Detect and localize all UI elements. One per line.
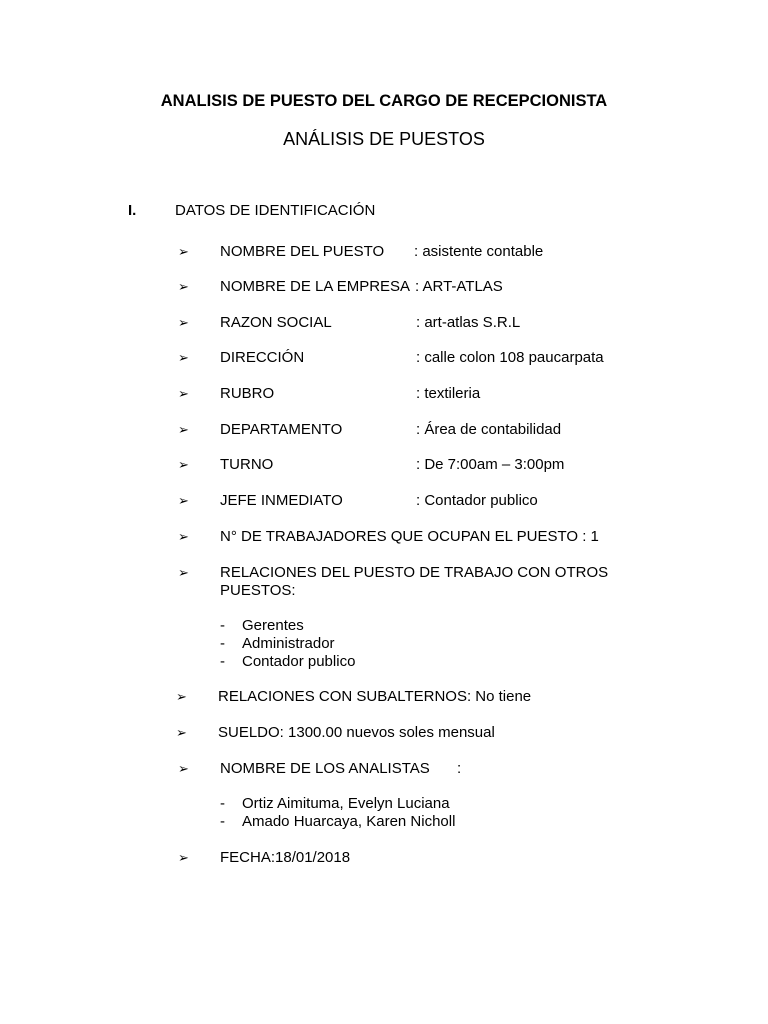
analysts-label: NOMBRE DE LOS ANALISTAS <box>220 760 430 777</box>
date-line: FECHA:18/01/2018 <box>220 849 351 866</box>
arrow-bullet-icon: ➢ <box>178 529 189 544</box>
list-item: Gerentes <box>242 617 304 634</box>
list-item: Amado Huarcaya, Karen Nicholl <box>242 813 456 830</box>
section-title: DATOS DE IDENTIFICACIÓN <box>175 202 376 219</box>
arrow-bullet-icon: ➢ <box>178 279 189 294</box>
arrow-bullet-icon: ➢ <box>178 244 189 259</box>
arrow-bullet-icon: ➢ <box>178 457 189 472</box>
section-number: I. <box>128 202 137 219</box>
page-title: ANALISIS DE PUESTO DEL CARGO DE RECEPCIONISTA <box>160 92 608 110</box>
arrow-bullet-icon: ➢ <box>178 493 189 508</box>
field-value: : ART-ATLAS <box>415 278 503 295</box>
arrow-bullet-icon: ➢ <box>178 761 189 776</box>
field-label: DEPARTAMENTO <box>220 421 343 438</box>
field-label: NOMBRE DEL PUESTO <box>220 243 385 260</box>
arrow-bullet-icon: ➢ <box>176 725 187 740</box>
field-value: : Área de contabilidad <box>416 421 562 438</box>
field-value: : calle colon 108 paucarpata <box>416 349 604 366</box>
dash-bullet: - <box>220 617 225 634</box>
field-value: : art-atlas S.R.L <box>416 314 521 331</box>
field-value: : asistente contable <box>414 243 544 260</box>
dash-bullet: - <box>220 795 225 812</box>
field-label: NOMBRE DE LA EMPRESA <box>220 278 411 295</box>
field-label: DIRECCIÓN <box>220 349 305 366</box>
field-label: RUBRO <box>220 385 275 402</box>
field-label: TURNO <box>220 456 274 473</box>
arrow-bullet-icon: ➢ <box>178 850 189 865</box>
subordinates-line: RELACIONES CON SUBALTERNOS: No tiene <box>218 688 532 705</box>
arrow-bullet-icon: ➢ <box>178 315 189 330</box>
page-subtitle: ANÁLISIS DE PUESTOS <box>283 129 485 149</box>
analysts-colon: : <box>457 760 462 777</box>
field-value: : textileria <box>416 385 481 402</box>
field-value: : De 7:00am – 3:00pm <box>416 456 565 473</box>
relations-heading-line1: RELACIONES DEL PUESTO DE TRABAJO CON OTROS <box>220 564 609 581</box>
arrow-bullet-icon: ➢ <box>178 565 189 580</box>
list-item: Ortiz Aimituma, Evelyn Luciana <box>242 795 450 812</box>
dash-bullet: - <box>220 813 225 830</box>
list-item: Administrador <box>242 635 335 652</box>
field-label: RAZON SOCIAL <box>220 314 332 331</box>
dash-bullet: - <box>220 635 225 652</box>
arrow-bullet-icon: ➢ <box>178 350 189 365</box>
field-label: JEFE INMEDIATO <box>220 492 343 509</box>
field-value: : Contador publico <box>416 492 538 509</box>
arrow-bullet-icon: ➢ <box>178 386 189 401</box>
relations-heading-line2: PUESTOS: <box>220 582 296 599</box>
list-item: Contador publico <box>242 653 356 670</box>
arrow-bullet-icon: ➢ <box>176 689 187 704</box>
arrow-bullet-icon: ➢ <box>178 422 189 437</box>
workers-count-line: N° DE TRABAJADORES QUE OCUPAN EL PUESTO : 1 <box>220 528 599 545</box>
dash-bullet: - <box>220 653 225 670</box>
salary-line: SUELDO: 1300.00 nuevos soles mensual <box>218 724 495 741</box>
